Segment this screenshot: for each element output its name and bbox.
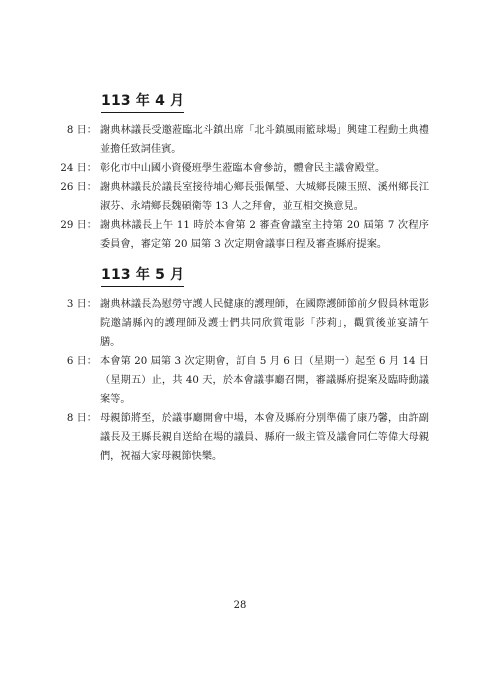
list-item xyxy=(57,178,429,216)
entry-text: 彰化市中山國小資優班學生蒞臨本會參訪，體會民主議會殿堂。 xyxy=(100,163,386,174)
entry-text: 本會第 20 屆第 3 次定期會，訂自 5 月 6 日（星期一）起至 6 月 14 日（星期五）止，共 40 天，於本會議事廳召開，審議縣府提案及臨時動議案等。 xyxy=(100,356,429,405)
entry-list-may xyxy=(57,295,429,466)
list-item xyxy=(57,409,429,466)
section-title-april: 113 年 4 月 xyxy=(101,92,184,113)
section-title-may: 113 年 5 月 xyxy=(101,266,184,287)
entry-date: 6 日： xyxy=(66,356,97,367)
entry-date: 3 日： xyxy=(66,299,97,310)
list-item xyxy=(57,352,429,409)
entry-text: 謝典林議長於議長室接待埔心鄉長張佩瑩、大城鄉長陳玉照、溪州鄉長江淑芬、永靖鄉長魏碩衛等 13 人之拜會，並互相交換意見。 xyxy=(100,182,429,212)
entry-date: 8 日： xyxy=(66,413,97,424)
entry-text: 謝典林議長受邀蒞臨北斗鎮出席「北斗鎮風雨籃球場」興建工程動土典禮並擔任致詞佳賓。 xyxy=(100,125,429,155)
entry-text: 謝典林議長上午 11 時於本會第 2 審查會議室主持第 20 屆第 7 次程序委員會，審定第 20 屆第 3 次定期會議事日程及審查縣府提案。 xyxy=(100,220,429,250)
entry-date: 29 日： xyxy=(60,220,97,231)
entry-text: 母親節將至，於議事廳開會中場，本會及縣府分別準備了康乃馨，由許副議長及王縣長親自送給在場的議員、縣府一級主管及議會同仁等偉大母親們，祝福大家母親節快樂。 xyxy=(100,413,429,462)
list-item xyxy=(57,216,429,254)
entry-list-april xyxy=(57,121,429,254)
entry-date: 8 日： xyxy=(66,125,97,136)
entry-date: 24 日： xyxy=(60,163,97,174)
page-number: 28 xyxy=(233,600,247,611)
list-item xyxy=(57,295,429,352)
entry-date: 26 日： xyxy=(60,182,97,193)
list-item xyxy=(57,159,429,178)
list-item xyxy=(57,121,429,159)
entry-text: 謝典林議長為慰勞守護人民健康的護理師，在國際護師節前夕假員林電影院邀請縣內的護理師及護士們共同欣賞電影「莎莉」，觀賞後並宴請午膳。 xyxy=(100,299,429,348)
